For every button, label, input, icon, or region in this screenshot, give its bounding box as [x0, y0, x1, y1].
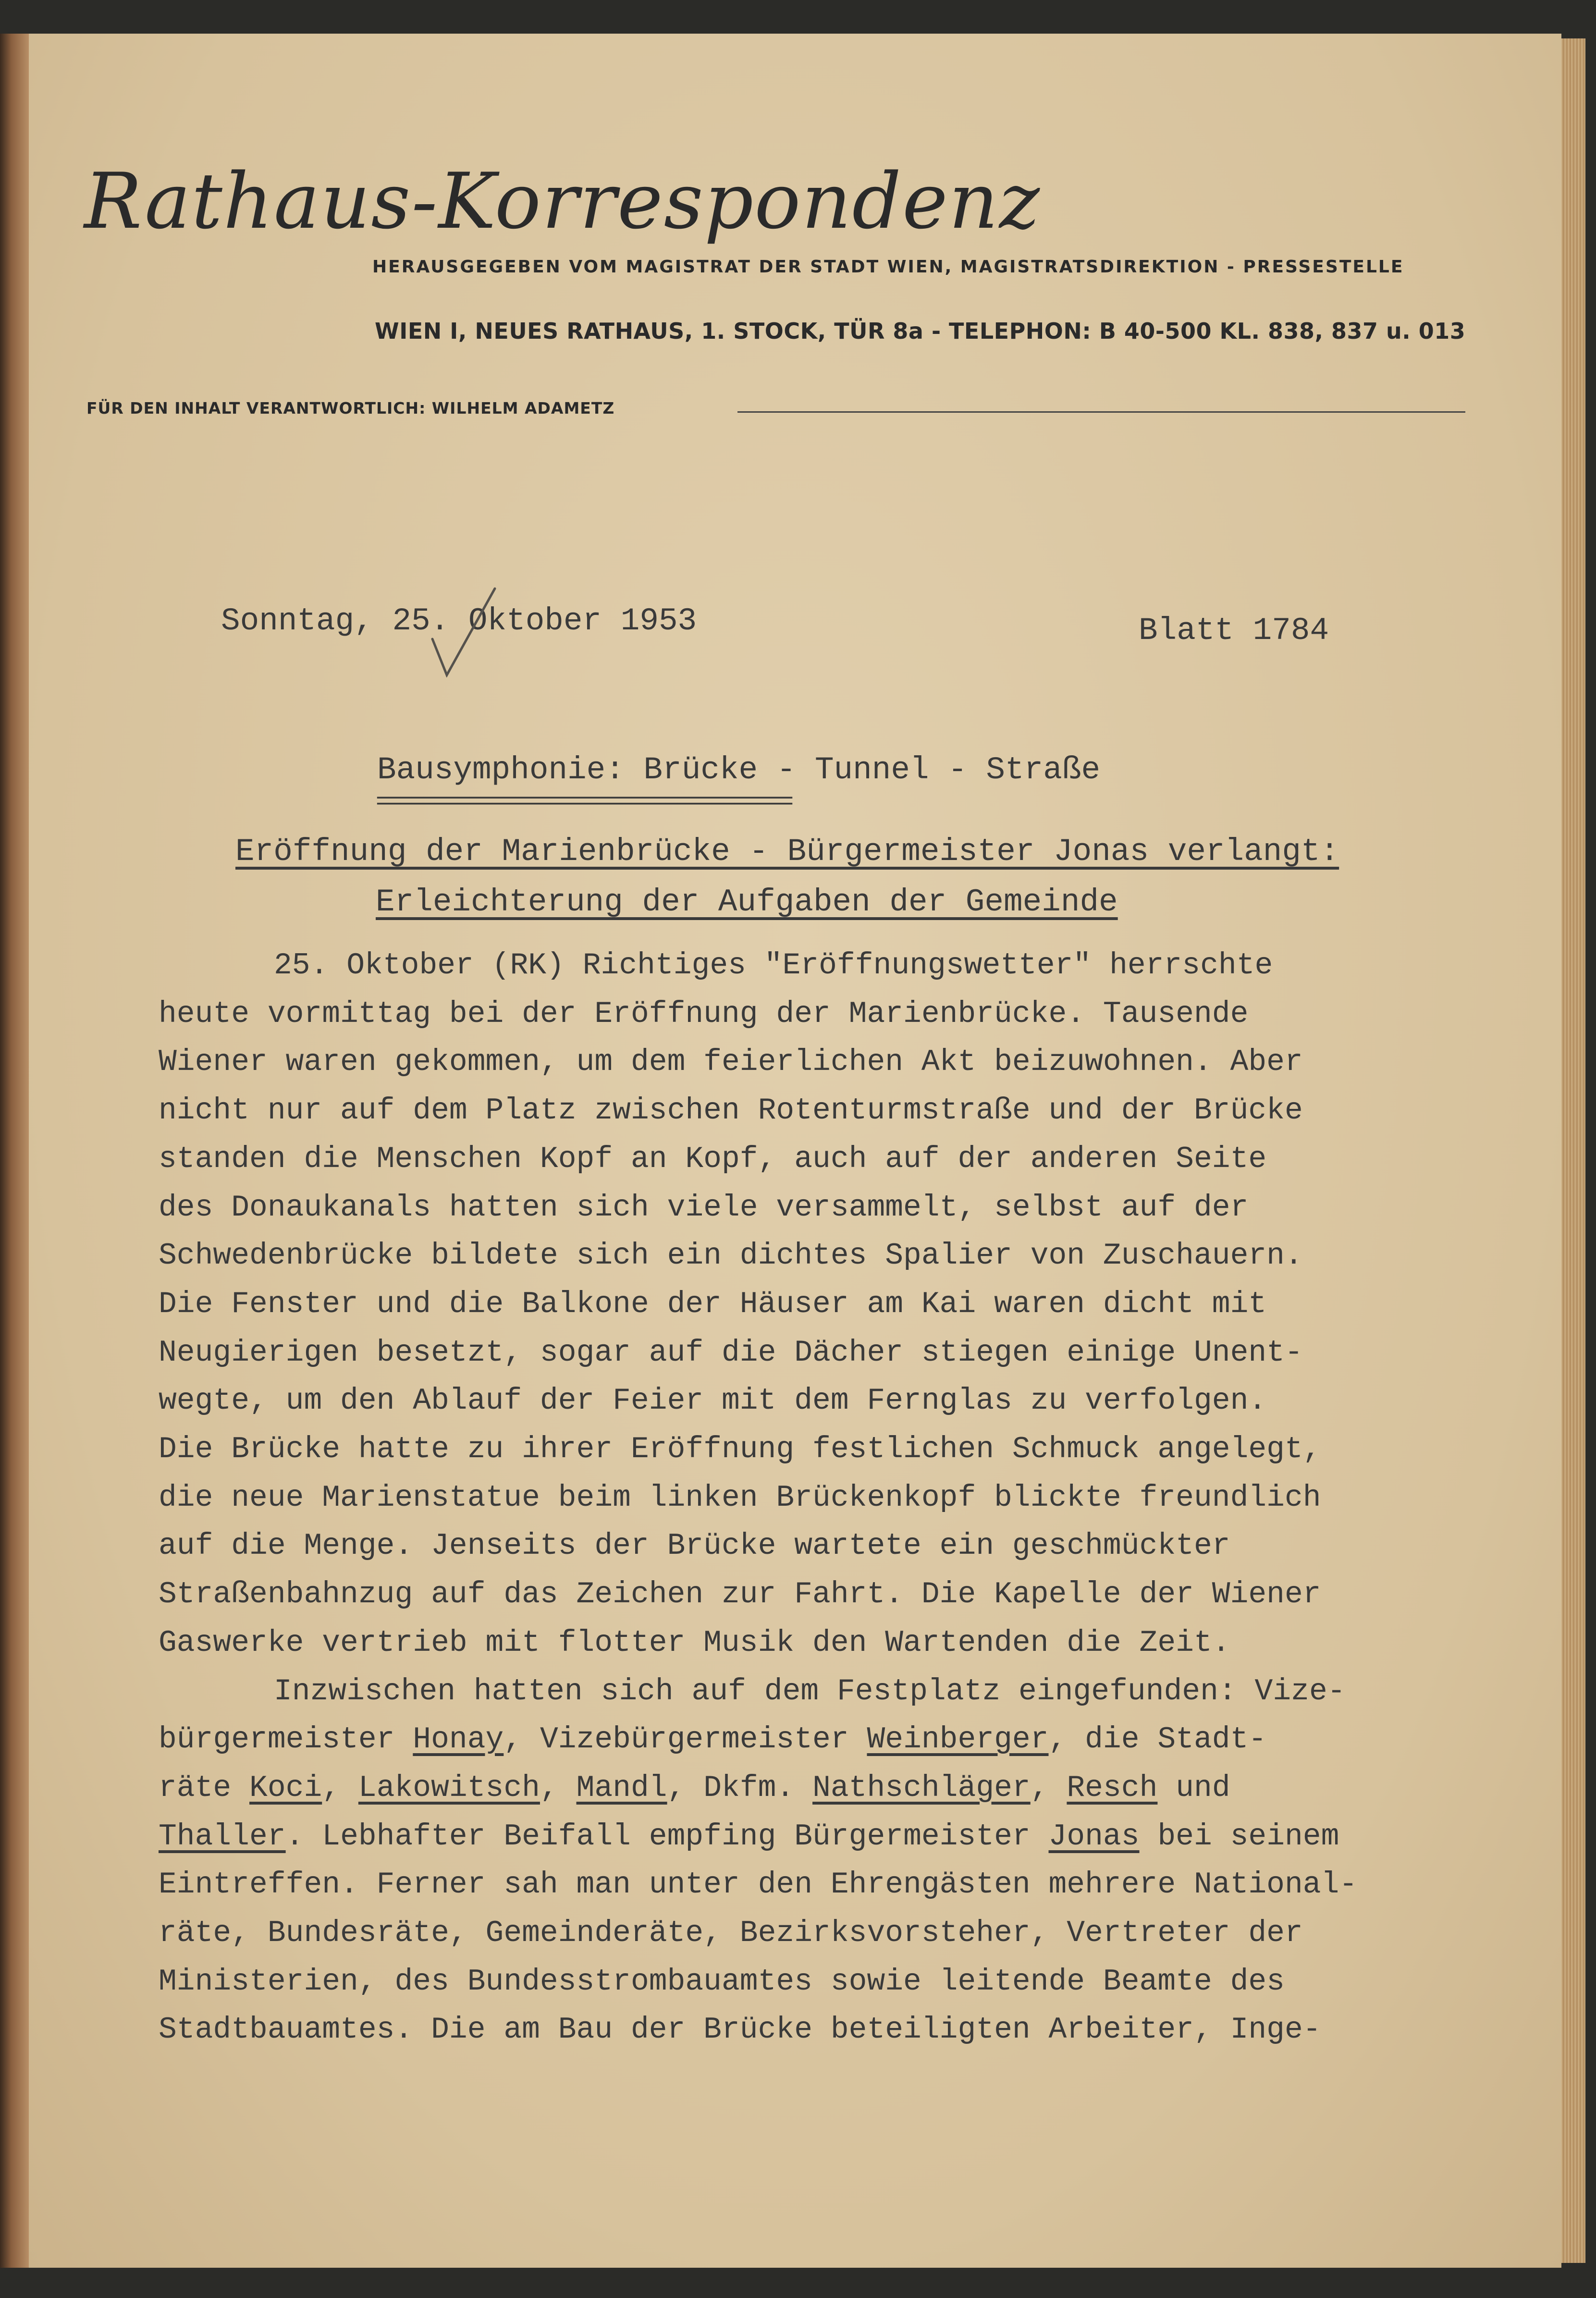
- subtitle-line-1: Eröffnung der Marienbrücke - Bürgermeister Jonas verlangt:: [235, 834, 1339, 870]
- responsible-line: FÜR DEN INHALT VERANTWORTLICH: WILHELM ADAMETZ: [86, 399, 615, 418]
- sheet-number: Blatt 1784: [1139, 613, 1329, 649]
- name-koci: Koci: [249, 1770, 322, 1805]
- body-line: auf die Menge. Jenseits der Brücke wartete ein geschmückter: [159, 1529, 1230, 1563]
- body-line: 25. Oktober (RK) Richtiges "Eröffnungswetter" herrschte: [274, 948, 1273, 983]
- body-line: [159, 1764, 1485, 1813]
- body-line: Die Fenster und die Balkone der Häuser am Kai waren dicht mit: [159, 1287, 1267, 1321]
- body-line: nicht nur auf dem Platz zwischen Rotenturmstraße und der Brücke: [159, 1094, 1303, 1128]
- address-line: WIEN I, NEUES RATHAUS, 1. STOCK, TÜR 8a - TELEPHON: B 40-500 KL. 838, 837 u. 013: [375, 318, 1466, 344]
- name-mandl: Mandl: [576, 1770, 667, 1805]
- checkmark-icon: [428, 586, 500, 677]
- header-rule: [737, 411, 1465, 413]
- body-line: Stadtbauamtes. Die am Bau der Brücke beteiligten Arbeiter, Inge-: [159, 2013, 1321, 2047]
- body-line: die neue Marienstatue beim linken Brückenkopf blickte freundlich: [159, 1480, 1321, 1515]
- name-weinberger: Weinberger: [867, 1722, 1049, 1757]
- name-jonas: Jonas: [1048, 1819, 1140, 1854]
- text-run: ,: [540, 1770, 577, 1805]
- body-line: wegte, um den Ablauf der Feier mit dem Fernglas zu verfolgen.: [159, 1384, 1267, 1418]
- body-line: Inzwischen hatten sich auf dem Festplatz eingefunden: Vize-: [274, 1674, 1346, 1708]
- body-line: Eintreffen. Ferner sah man unter den Ehrengästen mehrere National-: [159, 1868, 1358, 1902]
- text-run: . Lebhafter Beifall empfing Bürgermeister: [285, 1819, 1049, 1854]
- body-line: Die Brücke hatte zu ihrer Eröffnung festlichen Schmuck angelegt,: [159, 1432, 1321, 1467]
- text-run: und: [1157, 1770, 1230, 1805]
- body-line: Neugierigen besetzt, sogar auf die Dächer stiegen einige Unent-: [159, 1335, 1303, 1370]
- subtitle-line-2: Erleichterung der Aufgaben der Gemeinde: [376, 884, 1118, 920]
- date-line: Sonntag, 25. Oktober 1953: [221, 603, 697, 639]
- article-body: [159, 942, 1485, 2054]
- text-run: räte: [159, 1770, 250, 1805]
- text-run: ,: [1030, 1770, 1067, 1805]
- document-page: [29, 34, 1561, 2268]
- name-resch: Resch: [1067, 1770, 1158, 1805]
- name-nathschlaeger: Nathschläger: [812, 1770, 1031, 1805]
- body-line: Gaswerke vertrieb mit flotter Musik den Wartenden die Zeit.: [159, 1625, 1230, 1660]
- publisher-line: HERAUSGEGEBEN VOM MAGISTRAT DER STADT WIEN, MAGISTRATSDIREKTION - PRESSESTELLE: [372, 257, 1404, 277]
- masthead-logo: Rathaus-Korrespondenz: [84, 156, 1041, 246]
- name-honay: Honay: [413, 1722, 504, 1757]
- body-line: heute vormittag bei der Eröffnung der Marienbrücke. Tausende: [159, 996, 1249, 1031]
- body-line: Schwedenbrücke bildete sich ein dichtes Spalier von Zuschauern.: [159, 1239, 1303, 1273]
- text-run: bürgermeister: [159, 1722, 413, 1757]
- body-line: räte, Bundesräte, Gemeinderäte, Bezirksvorsteher, Vertreter der: [159, 1916, 1303, 1951]
- body-line: [159, 1716, 1485, 1764]
- body-line: Wiener waren gekommen, um dem feierlichen Akt beizuwohnen. Aber: [159, 1045, 1303, 1080]
- text-run: , die Stadt-: [1048, 1722, 1267, 1757]
- name-lakowitsch: Lakowitsch: [358, 1770, 540, 1805]
- body-line: des Donaukanals hatten sich viele versammelt, selbst auf der: [159, 1190, 1249, 1225]
- text-run: ,: [322, 1770, 358, 1805]
- text-run: , Dkfm.: [667, 1770, 813, 1805]
- name-thaller: Thaller: [159, 1819, 286, 1854]
- body-line: standen die Menschen Kopf an Kopf, auch auf der anderen Seite: [159, 1142, 1267, 1176]
- text-run: , Vizebürgermeister: [503, 1722, 867, 1757]
- body-line: Ministerien, des Bundesstrombauamtes sowie leitende Beamte des: [159, 1964, 1285, 1999]
- article-title: Bausymphonie: Brücke - Tunnel - Straße: [377, 752, 1101, 788]
- body-line: Straßenbahnzug auf das Zeichen zur Fahrt. Die Kapelle der Wiener: [159, 1577, 1321, 1612]
- body-line: [159, 1813, 1485, 1861]
- book-binding: [0, 34, 29, 2268]
- text-run: bei seinem: [1139, 1819, 1339, 1854]
- title-rule: ====================================: [376, 789, 791, 816]
